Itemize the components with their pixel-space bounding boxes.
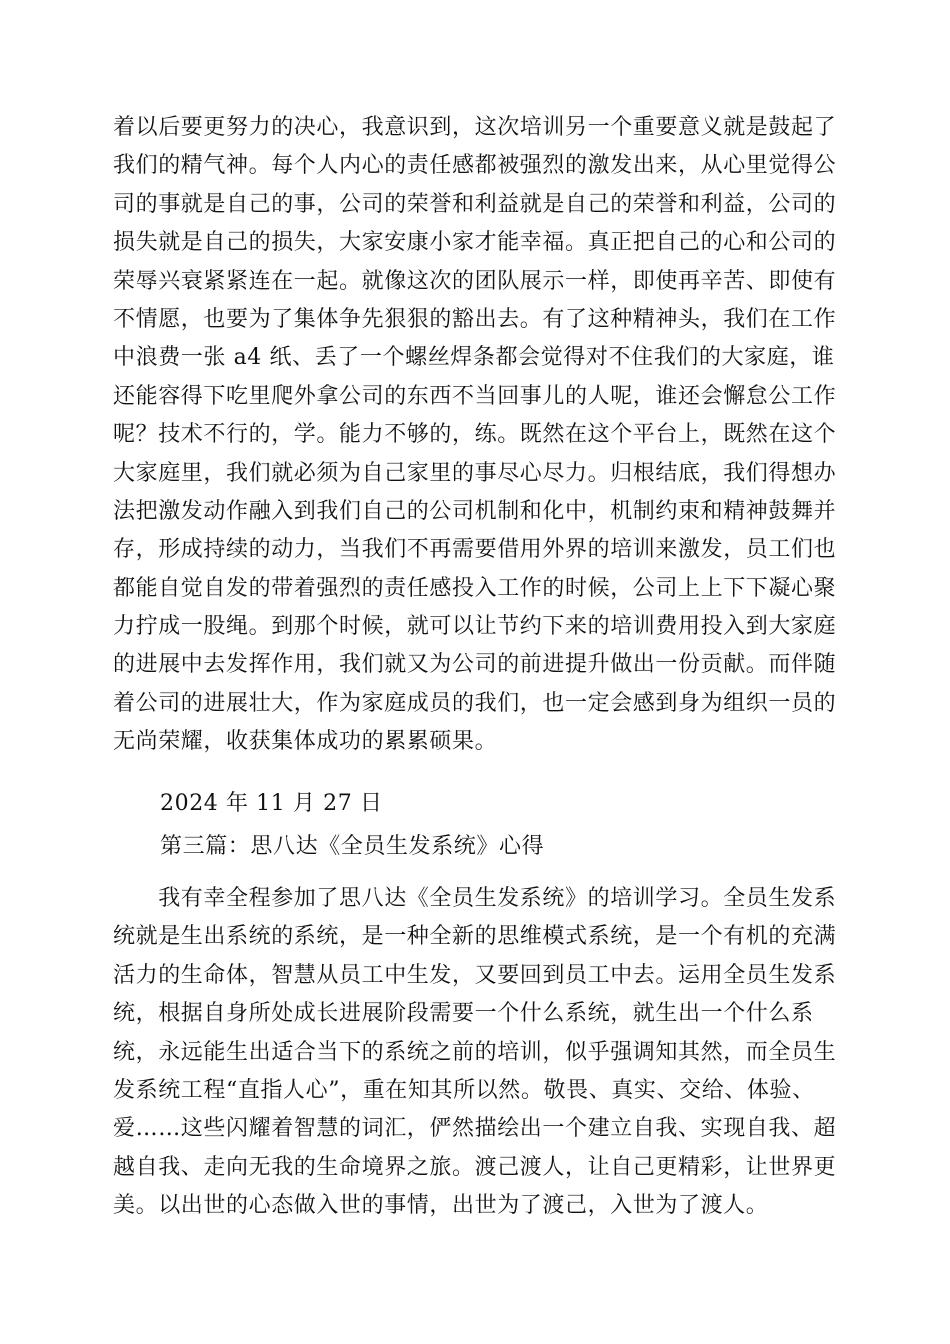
text-line: 呢？技术不行的，学。能力不够的，练。既然在这个平台上，既然在这个 — [113, 422, 837, 448]
text-line: 活力的生命体，智慧从员工中生发，又要回到员工中去。运用全员生发系 — [113, 962, 837, 988]
text-line: 都能自觉自发的带着强烈的责任感投入工作的时候，公司上上下下凝心聚 — [113, 575, 837, 601]
text-line: 越自我、走向无我的生命境界之旅。渡己渡人，让自己更精彩，让世界更 — [113, 1154, 837, 1180]
text-line: 着以后要更努力的决心，我意识到，这次培训另一个重要意义就是鼓起了 — [113, 115, 837, 140]
text-line: 存，形成持续的动力，当我们不再需要借用外界的培训来激发，员工们也 — [113, 537, 837, 563]
text-line: 着公司的进展壮大，作为家庭成员的我们，也一定会感到身为组织一员的 — [113, 690, 837, 716]
text-line: 损失就是自己的损失，大家安康小家才能幸福。真正把自己的心和公司的 — [113, 230, 837, 256]
text-line: 法把激发动作融入到我们自己的公司机制和化中，机制约束和精神鼓舞并 — [113, 498, 837, 524]
text-line: 统，根据自身所处成长进展阶段需要一个什么系统，就生出一个什么系 — [113, 1001, 814, 1027]
text-line: 爱……这些闪耀着智慧的词汇，俨然描绘出一个建立自我、实现自我、超 — [113, 1116, 837, 1142]
text-line: 的进展中去发挥作用，我们就又为公司的前进提升做出一份贡献。而伴随 — [113, 652, 837, 678]
section-heading: 第三篇：思八达《全员生发系统》心得 — [160, 834, 545, 859]
text-line: 大家庭里，我们就必须为自己家里的事尽心尽力。归根结底，我们得想办 — [113, 460, 837, 486]
date-line: 2024 年 11 月 27 日 — [160, 791, 383, 816]
text-line: 发系统工程“直指人心”，重在知其所以然。敬畏、真实、交给、体验、 — [113, 1077, 815, 1103]
text-line: 美。以出世的心态做入世的事情，出世为了渡己，入世为了渡人。 — [113, 1193, 769, 1219]
text-line: 我有幸全程参加了思八达《全员生发系统》的培训学习。全员生发系 — [113, 886, 837, 911]
text-line: 不情愿，也要为了集体争先狠狠的豁出去。有了这种精神头，我们在工作 — [113, 306, 837, 332]
text-line: 统，永远能生出适合当下的系统之前的培训，似乎强调知其然，而全员生 — [113, 1039, 837, 1065]
text-line: 中浪费一张 a4 纸、丢了一个螺丝焊条都会觉得对不住我们的大家庭，谁 — [113, 345, 835, 371]
text-line: 荣辱兴衰紧紧连在一起。就像这次的团队展示一样，即使再辛苦、即使有 — [113, 268, 837, 294]
text-line: 我们的精气神。每个人内心的责任感都被强烈的激发出来，从心里觉得公 — [113, 153, 837, 179]
text-line: 力拧成一股绳。到那个时候，就可以让节约下来的培训费用投入到大家庭 — [113, 614, 837, 640]
text-line: 还能容得下吃里爬外拿公司的东西不当回事儿的人呢，谁还会懈怠公工作 — [113, 383, 837, 409]
text-line: 统就是生出系统的系统，是一种全新的思维模式系统，是一个有机的充满 — [113, 924, 837, 950]
text-line: 无尚荣耀，收获集体成功的累累硕果。 — [113, 729, 498, 755]
body-paragraph-2 — [113, 880, 837, 1226]
body-paragraph-1 — [113, 109, 837, 762]
text-line: 司的事就是自己的事，公司的荣誉和利益就是自己的荣誉和利益，公司的 — [113, 191, 837, 217]
